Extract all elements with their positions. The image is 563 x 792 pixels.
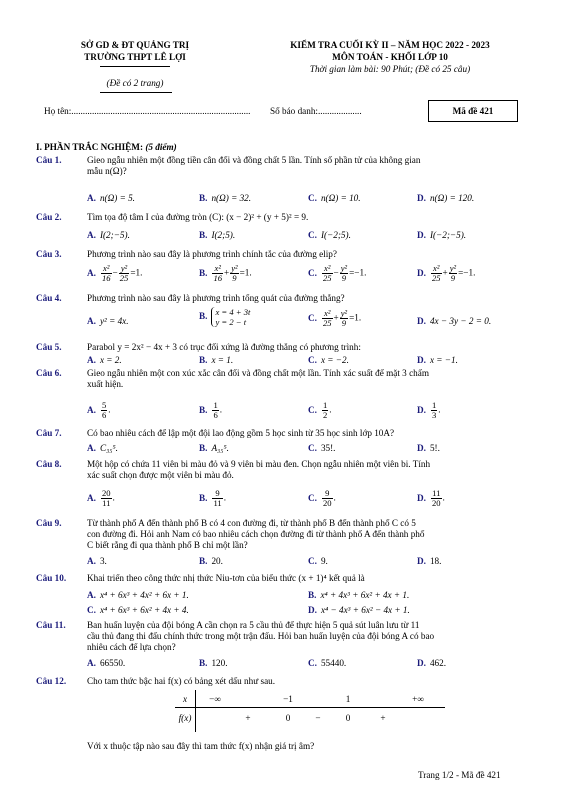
q9-option-b[interactable]: B. 20. xyxy=(199,556,223,566)
q2-option-b[interactable]: B. I(2;5). xyxy=(199,230,236,240)
q2-option-d[interactable]: D. I(−2;−5). xyxy=(417,230,467,240)
q12-question: Với x thuộc tập nào sau đây thì tam thức f(x) nhận giá trị âm? xyxy=(87,741,315,751)
q10-text: Khai triển theo công thức nhị thức Niu-tơn của biểu thức (x + 1)⁴ kết quả là xyxy=(87,573,365,583)
q3-number: Câu 3. xyxy=(36,249,62,259)
school-name: TRƯỜNG THPT LÊ LỢI xyxy=(84,52,186,62)
q4-option-b[interactable]: B. x = 4 + 3t y = 2 − t xyxy=(199,307,251,327)
q4-number: Câu 4. xyxy=(36,293,62,303)
q5-option-a[interactable]: A. x = 2. xyxy=(87,355,122,365)
q4-text: Phương trình nào sau đây là phương trình tổng quát của đường thẳng? xyxy=(87,293,345,303)
q6-number: Câu 6. xyxy=(36,368,62,378)
subject: MÔN TOÁN - KHỐI LỚP 10 xyxy=(332,52,448,62)
q10-option-c[interactable]: C. x⁴ + 6x³ + 6x² + 4x + 4. xyxy=(87,605,189,615)
q9-text: Từ thành phố A đến thành phố B có 4 con đường đi, từ thành phố B đến thành phố C có 5 con đường đi. Hỏi anh Nam có bao nhiêu cách chọn đường đi từ thành phố A đến thành phố C biết rằng đi qua thành phố B chỉ một lần? xyxy=(87,518,425,551)
name-field: Họ tên:.............................................................................. xyxy=(44,106,251,116)
sign-x-neg-inf: −∞ xyxy=(209,694,221,704)
q11-option-b[interactable]: B. 120. xyxy=(199,658,228,668)
header-rule-2 xyxy=(100,92,172,93)
q11-option-d[interactable]: D. 462. xyxy=(417,658,447,668)
q11-number: Câu 11. xyxy=(36,620,66,630)
q9-option-d[interactable]: D. 18. xyxy=(417,556,442,566)
q2-option-c[interactable]: C. I(−2;5). xyxy=(308,230,351,240)
exam-code-box: Mã đề 421 xyxy=(428,100,518,122)
page-count: (Đề có 2 trang) xyxy=(106,78,164,88)
q6-option-b[interactable]: B. $\frac{1}{6}$ . xyxy=(199,400,223,420)
q5-number: Câu 5. xyxy=(36,342,62,352)
q10-option-a[interactable]: A. x⁴ + 6x³ + 4x² + 6x + 1. xyxy=(87,590,189,600)
q1-option-d[interactable]: D. n(Ω) = 120. xyxy=(417,193,475,203)
q3-option-c[interactable]: C. $\frac{\text{x²}}{25}$ − $\frac{\text{y²}}{9}$ =−1. xyxy=(308,263,367,283)
q7-option-b[interactable]: B. A₃₅⁵. xyxy=(199,443,229,453)
q2-option-a[interactable]: A. I(2;−5). xyxy=(87,230,130,240)
q11-text: Ban huấn luyện của đội bóng A cần chọn ra 5 cầu thủ để thực hiện 5 quả sút luân lưu từ 11 cầu thủ đang thi đấu chính thức trong một trận đấu. Hỏi ban huấn luyện của đội bóng A có bao nhiêu cách để lựa chọn? xyxy=(87,620,435,653)
q6-text: Gieo ngẫu nhiên một con xúc xắc cân đối và đồng chất một lần. Tính xác suất để mặt 3 chấm xuất hiện. xyxy=(87,368,429,390)
sign-f-zero-2: 0 xyxy=(345,713,351,723)
q1-option-b[interactable]: B. n(Ω) = 32. xyxy=(199,193,252,203)
q1-option-c[interactable]: C. n(Ω) = 10. xyxy=(308,193,361,203)
q10-option-d[interactable]: D. x⁴ − 4x³ + 6x² − 4x + 1. xyxy=(308,605,410,615)
q2-number: Câu 2. xyxy=(36,212,62,222)
sign-x-pos-inf: +∞ xyxy=(412,694,424,704)
q9-option-a[interactable]: A. 3. xyxy=(87,556,107,566)
q1-option-a[interactable]: A. n(Ω) = 5. xyxy=(87,193,135,203)
q7-text: Có bao nhiêu cách để lập một đội lao động gồm 5 học sinh từ 35 học sinh lớp 10A? xyxy=(87,428,395,438)
q11-option-c[interactable]: C. 55440. xyxy=(308,658,347,668)
q3-option-b[interactable]: B. $\frac{\text{x²}}{16}$ + $\frac{\text{y²}}{9}$ =1. xyxy=(199,263,252,283)
sign-f-plus-1: + xyxy=(245,713,251,723)
sign-f-plus-2: + xyxy=(380,713,386,723)
q8-option-d[interactable]: D. $\frac{11}{20}$ . xyxy=(417,488,445,508)
sign-f-zero-1: 0 xyxy=(285,713,291,723)
q5-option-c[interactable]: C. x = −2. xyxy=(308,355,349,365)
q1-number: Câu 1. xyxy=(36,155,62,165)
q7-number: Câu 7. xyxy=(36,428,62,438)
q2-text: Tìm tọa độ tâm I của đường tròn (C): (x − 2)² + (y + 5)² = 9. xyxy=(87,212,309,222)
q6-option-c[interactable]: C. $\frac{1}{2}$ . xyxy=(308,400,332,420)
q5-text: Parabol y = 2x² − 4x + 3 có trục đối xứng là đường thẳng có phương trình: xyxy=(87,342,361,352)
q8-number: Câu 8. xyxy=(36,459,62,469)
sign-row-f-label: f(x) xyxy=(178,713,192,723)
student-id-field: Số báo danh:................... xyxy=(270,106,362,116)
q5-option-b[interactable]: B. x = 1. xyxy=(199,355,234,365)
q9-number: Câu 9. xyxy=(36,518,62,528)
q8-text: Một hộp có chứa 11 viên bi màu đỏ và 9 viên bi màu đen. Chọn ngẫu nhiên một viên bi. Tính xác suất chọn được một viên bi màu đỏ. xyxy=(87,459,431,481)
q5-option-d[interactable]: D. x = −1. xyxy=(417,355,458,365)
q4-option-c[interactable]: C. $\frac{\text{x²}}{25}$ + $\frac{\text{y²}}{9}$ =1. xyxy=(308,308,362,328)
sign-table-vline xyxy=(195,690,196,732)
page-footer: Trang 1/2 - Mã đề 421 xyxy=(418,770,501,780)
q8-option-b[interactable]: B. $\frac{9}{11}$ . xyxy=(199,488,227,508)
exam-time: Thời gian làm bài: 90 Phút; (Đề có 25 câu) xyxy=(309,64,471,74)
q8-option-c[interactable]: C. $\frac{9}{20}$ . xyxy=(308,488,336,508)
q3-option-a[interactable]: A. $\frac{\text{x²}}{16}$ − $\frac{\text{y²}}{25}$ =1. xyxy=(87,263,143,283)
sign-f-minus: − xyxy=(315,713,321,723)
q9-option-c[interactable]: C. 9. xyxy=(308,556,328,566)
sign-x-minus-one: −1 xyxy=(283,694,293,704)
sign-table xyxy=(175,690,445,732)
section-title: I. PHẦN TRẮC NGHIỆM: (5 điểm) xyxy=(36,142,177,152)
q10-number: Câu 10. xyxy=(36,573,67,583)
q1-text: Gieo ngẫu nhiên một đồng tiền cân đối và đồng chất 5 lần. Tính số phần tử của không gian mẫu n(Ω)? xyxy=(87,155,421,177)
q3-option-d[interactable]: D. $\frac{\text{x²}}{25}$ + $\frac{\text{y²}}{9}$ =−1. xyxy=(417,263,476,283)
exam-title: KIỂM TRA CUỐI KỲ II – NĂM HỌC 2022 - 2023 xyxy=(290,40,490,50)
q3-text: Phương trình nào sau đây là phương trình chính tắc của đường elip? xyxy=(87,249,337,259)
q11-option-a[interactable]: A. 66550. xyxy=(87,658,126,668)
sign-table-hline xyxy=(175,707,445,708)
sign-x-one: 1 xyxy=(345,694,351,704)
q6-option-d[interactable]: D. $\frac{1}{3}$ . xyxy=(417,400,441,420)
department: SỞ GD & ĐT QUẢNG TRỊ xyxy=(80,40,190,50)
q12-text: Cho tam thức bậc hai f(x) có bảng xét dấu như sau. xyxy=(87,676,276,686)
q7-option-c[interactable]: C. 35!. xyxy=(308,443,336,453)
q7-option-d[interactable]: D. 5!. xyxy=(417,443,440,453)
q4-option-d[interactable]: D. 4x − 3y − 2 = 0. xyxy=(417,316,492,326)
q8-option-a[interactable]: A. $\frac{20}{11}$ . xyxy=(87,488,115,508)
q6-option-a[interactable]: A. $\frac{5}{6}$ . xyxy=(87,400,111,420)
header-rule xyxy=(100,66,170,67)
sign-row-x-label: x xyxy=(182,694,188,704)
q4-option-a[interactable]: A. y² = 4x. xyxy=(87,316,129,326)
q10-option-b[interactable]: B. x⁴ + 4x³ + 6x² + 4x + 1. xyxy=(308,590,410,600)
q12-number: Câu 12. xyxy=(36,676,67,686)
q7-option-a[interactable]: A. C₃₅⁵. xyxy=(87,443,118,453)
